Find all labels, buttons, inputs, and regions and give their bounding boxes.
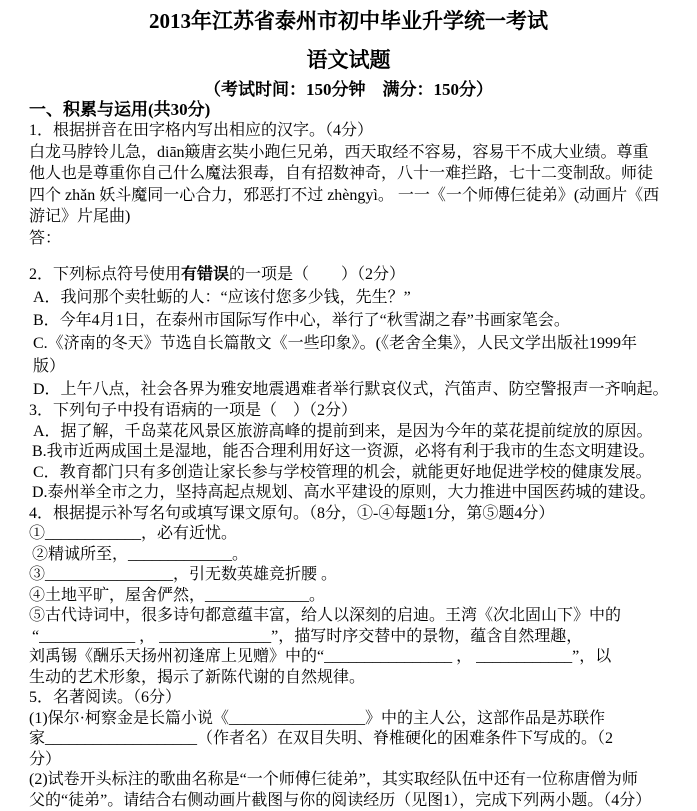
question-3	[29, 401, 695, 504]
q2-option-a: A．我问那个卖牡蛎的人：“应该付您多少钱，先生？”	[29, 286, 695, 309]
q1-lyrics-line-4: 游记》片尾曲)	[29, 206, 695, 228]
q5-part1-line-1: (1)保尔·柯察金是长篇小说《_________________》中的主人公，这部作品是苏联作	[29, 709, 695, 730]
q2-option-c-continuation: 版）	[29, 355, 695, 378]
exam-subtitle: 语文试题	[0, 48, 697, 72]
blank-line	[29, 249, 695, 263]
q2-option-b: B．今年4月1日，在泰州市国际写作中心，举行了“秋雪湖之春”书画家笔会。	[29, 309, 695, 332]
q3-option-d: D.泰州举全市之力，坚持高起点规划、高水平建设的原则，大力推进中国医药城的建设。	[29, 483, 695, 504]
q4-item-5-line-4: 生动的艺术形象，揭示了新陈代谢的自然规律。	[29, 668, 695, 689]
q1-lyrics-line-3: 四个 zhǎn 妖斗魔同一心合力，邪恶打不过 zhèngyì。 一一《一个师傅仨徒弟》(动画片《西	[29, 185, 695, 207]
q2-option-d: D．上午八点，社会各界为雅安地震遇难者举行默哀仪式，汽笛声、防空警报声一齐响起。	[29, 378, 695, 401]
q5-part1-line-2: 家___________________（作者名）在双目失明、脊椎硬化的困难条件下写成的。（2	[29, 729, 695, 750]
q4-item-3: ③________________，引无数英雄竞折腰 。	[29, 565, 695, 586]
question-2	[29, 263, 695, 401]
q5-part1-line-3: 分）	[29, 750, 695, 771]
q5-part2-line-2: 父的“徒弟”。请结合右侧动画片截图与你的阅读经历（见图1），完成下列两小题。（4分）	[29, 791, 695, 811]
q1-lyrics-line-2: 他人也是尊重你自己什么魔法狠毒，自有招数神奇，八十一难拦路，七十二变制敌。师徒	[29, 163, 695, 185]
question-4	[29, 504, 695, 689]
exam-header	[0, 0, 697, 100]
q1-lyrics-line-1: 白龙马脖铃儿急，diān簸唐玄奘小跑仨兄弟，西天取经不容易，容易干不成大业绩。尊重	[29, 142, 695, 164]
q4-item-5-line-2: “____________ ， ______________”，描写时序交替中的景物，蕴含自然理趣，	[29, 627, 695, 648]
exam-title: 2013年江苏省泰州市初中毕业升学统一考试	[0, 8, 697, 34]
q4-item-5-line-1: ⑤古代诗词中，很多诗句都意蕴丰富，给人以深刻的启迪。王湾《次北固山下》中的	[29, 606, 695, 627]
section-heading: 一、积累与运用(共30分)	[29, 100, 695, 120]
q1-answer-label: 答：	[29, 228, 695, 250]
exam-info: （考试时间：150分钟 满分：150分）	[0, 80, 697, 100]
q2-stem	[29, 263, 695, 286]
q3-option-a: A．据了解，千岛菜花风景区旅游高峰的提前到来，是因为今年的菜花提前绽放的原因。	[29, 422, 695, 443]
q4-item-2: ②精诚所至，_____________。	[29, 545, 695, 566]
q5-stem: 5．名著阅读。（6分）	[29, 688, 695, 709]
exam-body	[0, 100, 697, 811]
q2-stem-post: 的一项是（ ）（2分）	[229, 266, 405, 283]
q2-stem-pre: 2．下列标点符号使用	[29, 266, 181, 283]
q4-item-5-line-3: 刘禹锡《酬乐天扬州初逢席上见赠》中的“________________ ， ____________”，以	[29, 647, 695, 668]
question-1	[29, 120, 695, 249]
q4-stem: 4．根据提示补写名句或填写课文原句。（8分，①-④每题1分，第⑤题4分）	[29, 504, 695, 525]
q3-stem: 3．下列句子中投有语病的一项是（ ）（2分）	[29, 401, 695, 422]
q4-item-1: ①____________，必有近忧。	[29, 524, 695, 545]
question-5	[29, 688, 695, 811]
q2-stem-emphasis: 有错误	[181, 266, 229, 283]
q2-option-c: C.《济南的冬天》节选自长篇散文《一些印象》。(《老舍全集》，人民文学出版社1999年	[29, 332, 695, 355]
q5-part2-line-1: (2)试卷开头标注的歌曲名称是“一个师傅仨徒弟”，其实取经队伍中还有一位称唐僧为师	[29, 770, 695, 791]
q1-stem: 1．根据拼音在田字格内写出相应的汉字。（4分）	[29, 120, 695, 142]
q3-option-c: C．教育都门只有多创造让家长参与学校管理的机会，就能更好地促进学校的健康发展。	[29, 463, 695, 484]
q4-item-4: ④土地平旷，屋舍俨然，_____________。	[29, 586, 695, 607]
q3-option-b: B.我市近两成国土是湿地，能否合理利用好这一资源，必将有利于我市的生态文明建设。	[29, 442, 695, 463]
